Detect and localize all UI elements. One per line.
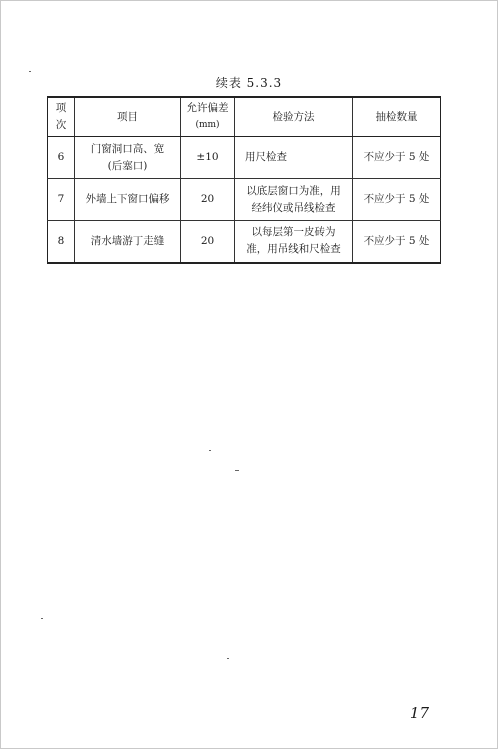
scan-speck	[29, 71, 31, 72]
cell-tolerance: 20	[181, 221, 235, 263]
cell-quantity: 不应少于 5 处	[353, 221, 441, 263]
cell-method-line1: 用尺检查	[245, 151, 287, 163]
cell-item	[75, 137, 181, 179]
cell-method-line1: 以底层窗口为准，用	[246, 184, 341, 197]
cell-item-line2: (后塞口)	[107, 159, 148, 172]
cell-no: 7	[48, 179, 75, 221]
page-number: 17	[409, 704, 429, 722]
cell-no: 6	[48, 137, 75, 179]
header-method: 检验方法	[235, 97, 353, 137]
cell-item-line1: 门窗洞口高、宽	[90, 142, 165, 155]
table-row	[48, 179, 441, 221]
cell-method	[235, 179, 353, 221]
table-header-row	[48, 97, 441, 137]
header-tolerance	[181, 97, 235, 137]
header-no: 项次	[48, 97, 75, 137]
scan-speck	[209, 450, 211, 451]
inspection-table	[47, 96, 441, 264]
header-quantity: 抽检数量	[353, 97, 441, 137]
cell-item: 清水墙游丁走缝	[75, 221, 181, 263]
cell-method-line2: 准，用吊线和尺检查	[246, 243, 341, 256]
header-item: 项目	[75, 97, 181, 137]
cell-method	[235, 137, 353, 179]
cell-method-line2: 经纬仪或吊线检查	[251, 201, 336, 214]
cell-quantity: 不应少于 5 处	[353, 179, 441, 221]
cell-method	[235, 221, 353, 263]
scan-speck	[235, 470, 239, 471]
cell-item: 外墙上下窗口偏移	[75, 179, 181, 221]
scan-speck	[41, 618, 43, 619]
header-tolerance-unit: (mm)	[195, 120, 220, 130]
cell-quantity: 不应少于 5 处	[353, 137, 441, 179]
cell-tolerance: ±10	[181, 137, 235, 179]
header-tolerance-label: 允许偏差	[186, 102, 229, 114]
table-row	[48, 221, 441, 263]
table-row	[48, 137, 441, 179]
cell-no: 8	[48, 221, 75, 263]
cell-tolerance: 20	[181, 179, 235, 221]
scan-speck	[227, 658, 229, 659]
cell-method-line1: 以每层第一皮砖为	[251, 226, 336, 239]
table-caption: 续表 5.3.3	[215, 76, 283, 90]
